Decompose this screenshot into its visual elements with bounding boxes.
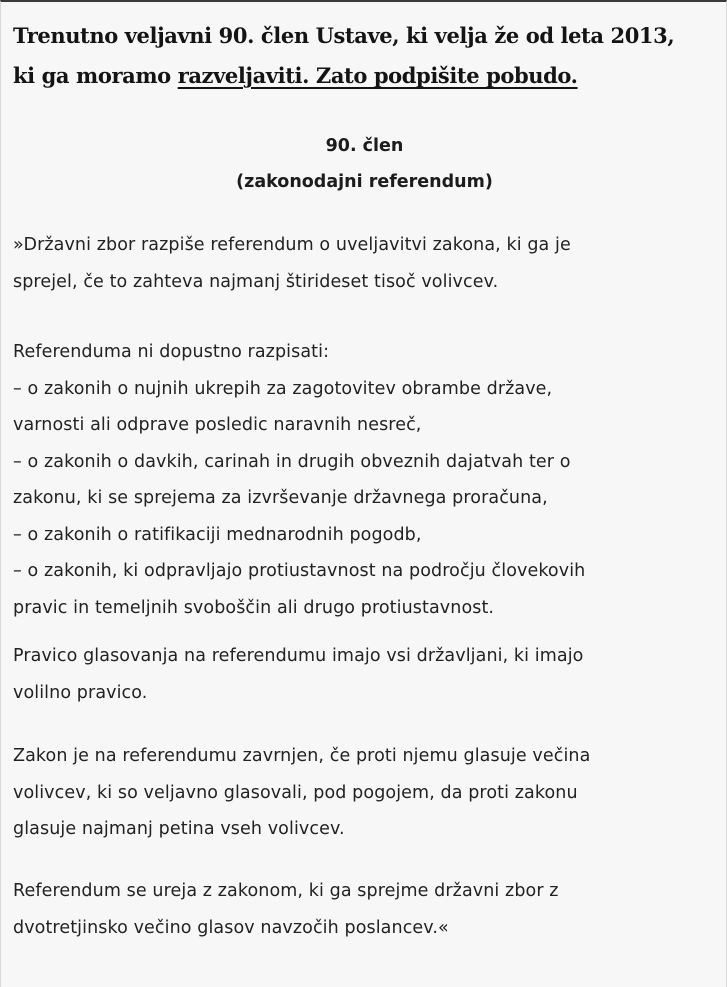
paragraph-5	[13, 873, 718, 946]
headline-line-2-prefix: ki ga moramo	[13, 63, 178, 88]
list-item-line: – o zakonih o ratifikaciji mednarodnih pogodb,	[13, 524, 422, 545]
paragraph-1	[13, 227, 718, 300]
article-number: 90. člen	[325, 136, 404, 156]
list-item-line: pravic in temeljnih svoboščin ali drugo protiustavnost.	[13, 597, 495, 618]
paragraph-line: dvotretjinsko večino glasov navzočih poslancev.«	[13, 917, 449, 938]
paragraph-line: Referendum se ureja z zakonom, ki ga sprejme državni zbor z	[13, 881, 559, 901]
petition-link[interactable]: razveljaviti. Zato podpišite pobudo.	[177, 63, 578, 88]
list-item-line: varnosti ali odprave posledic naravnih nesreč,	[13, 415, 422, 435]
paragraph-2	[13, 334, 718, 626]
paragraph-line: sprejel, če to zahteva najmanj štirideset tisoč volivcev.	[13, 271, 499, 292]
list-item-line: – o zakonih, ki odpravljajo protiustavnost na področju človekovih	[13, 561, 586, 581]
paragraph-line: Pravico glasovanja na referendumu imajo vsi državljani, ki imajo	[13, 646, 584, 666]
headline-line-1: Trenutno veljavni 90. člen Ustave, ki velja že od leta 2013,	[13, 23, 675, 48]
paragraph-line: volilno pravico.	[13, 682, 148, 703]
paragraph-line: glasuje najmanj petina vseh volivcev.	[13, 819, 345, 839]
paragraph-3	[13, 638, 718, 711]
headline	[13, 16, 718, 96]
list-item-line: zakonu, ki se sprejema za izvrševanje državnega proračuna,	[13, 488, 548, 508]
paragraph-4	[13, 738, 718, 848]
headline-line-2	[13, 56, 718, 96]
paragraph-line: »Državni zbor razpiše referendum o uveljavitvi zakona, ki ga je	[13, 235, 571, 255]
paragraph-line: volivcev, ki so veljavno glasovali, pod pogojem, da proti zakonu	[13, 782, 578, 803]
list-item-line: – o zakonih o nujnih ukrepih za zagotovitev obrambe države,	[13, 378, 553, 399]
article-subtitle: (zakonodajni referendum)	[236, 172, 493, 192]
paragraph-line: Referenduma ni dopustno razpisati:	[13, 342, 330, 362]
paragraph-line: Zakon je na referendumu zavrnjen, če proti njemu glasuje večina	[13, 746, 591, 766]
list-item-line: – o zakonih o davkih, carinah in drugih obveznih dajatvah ter o	[13, 451, 571, 472]
